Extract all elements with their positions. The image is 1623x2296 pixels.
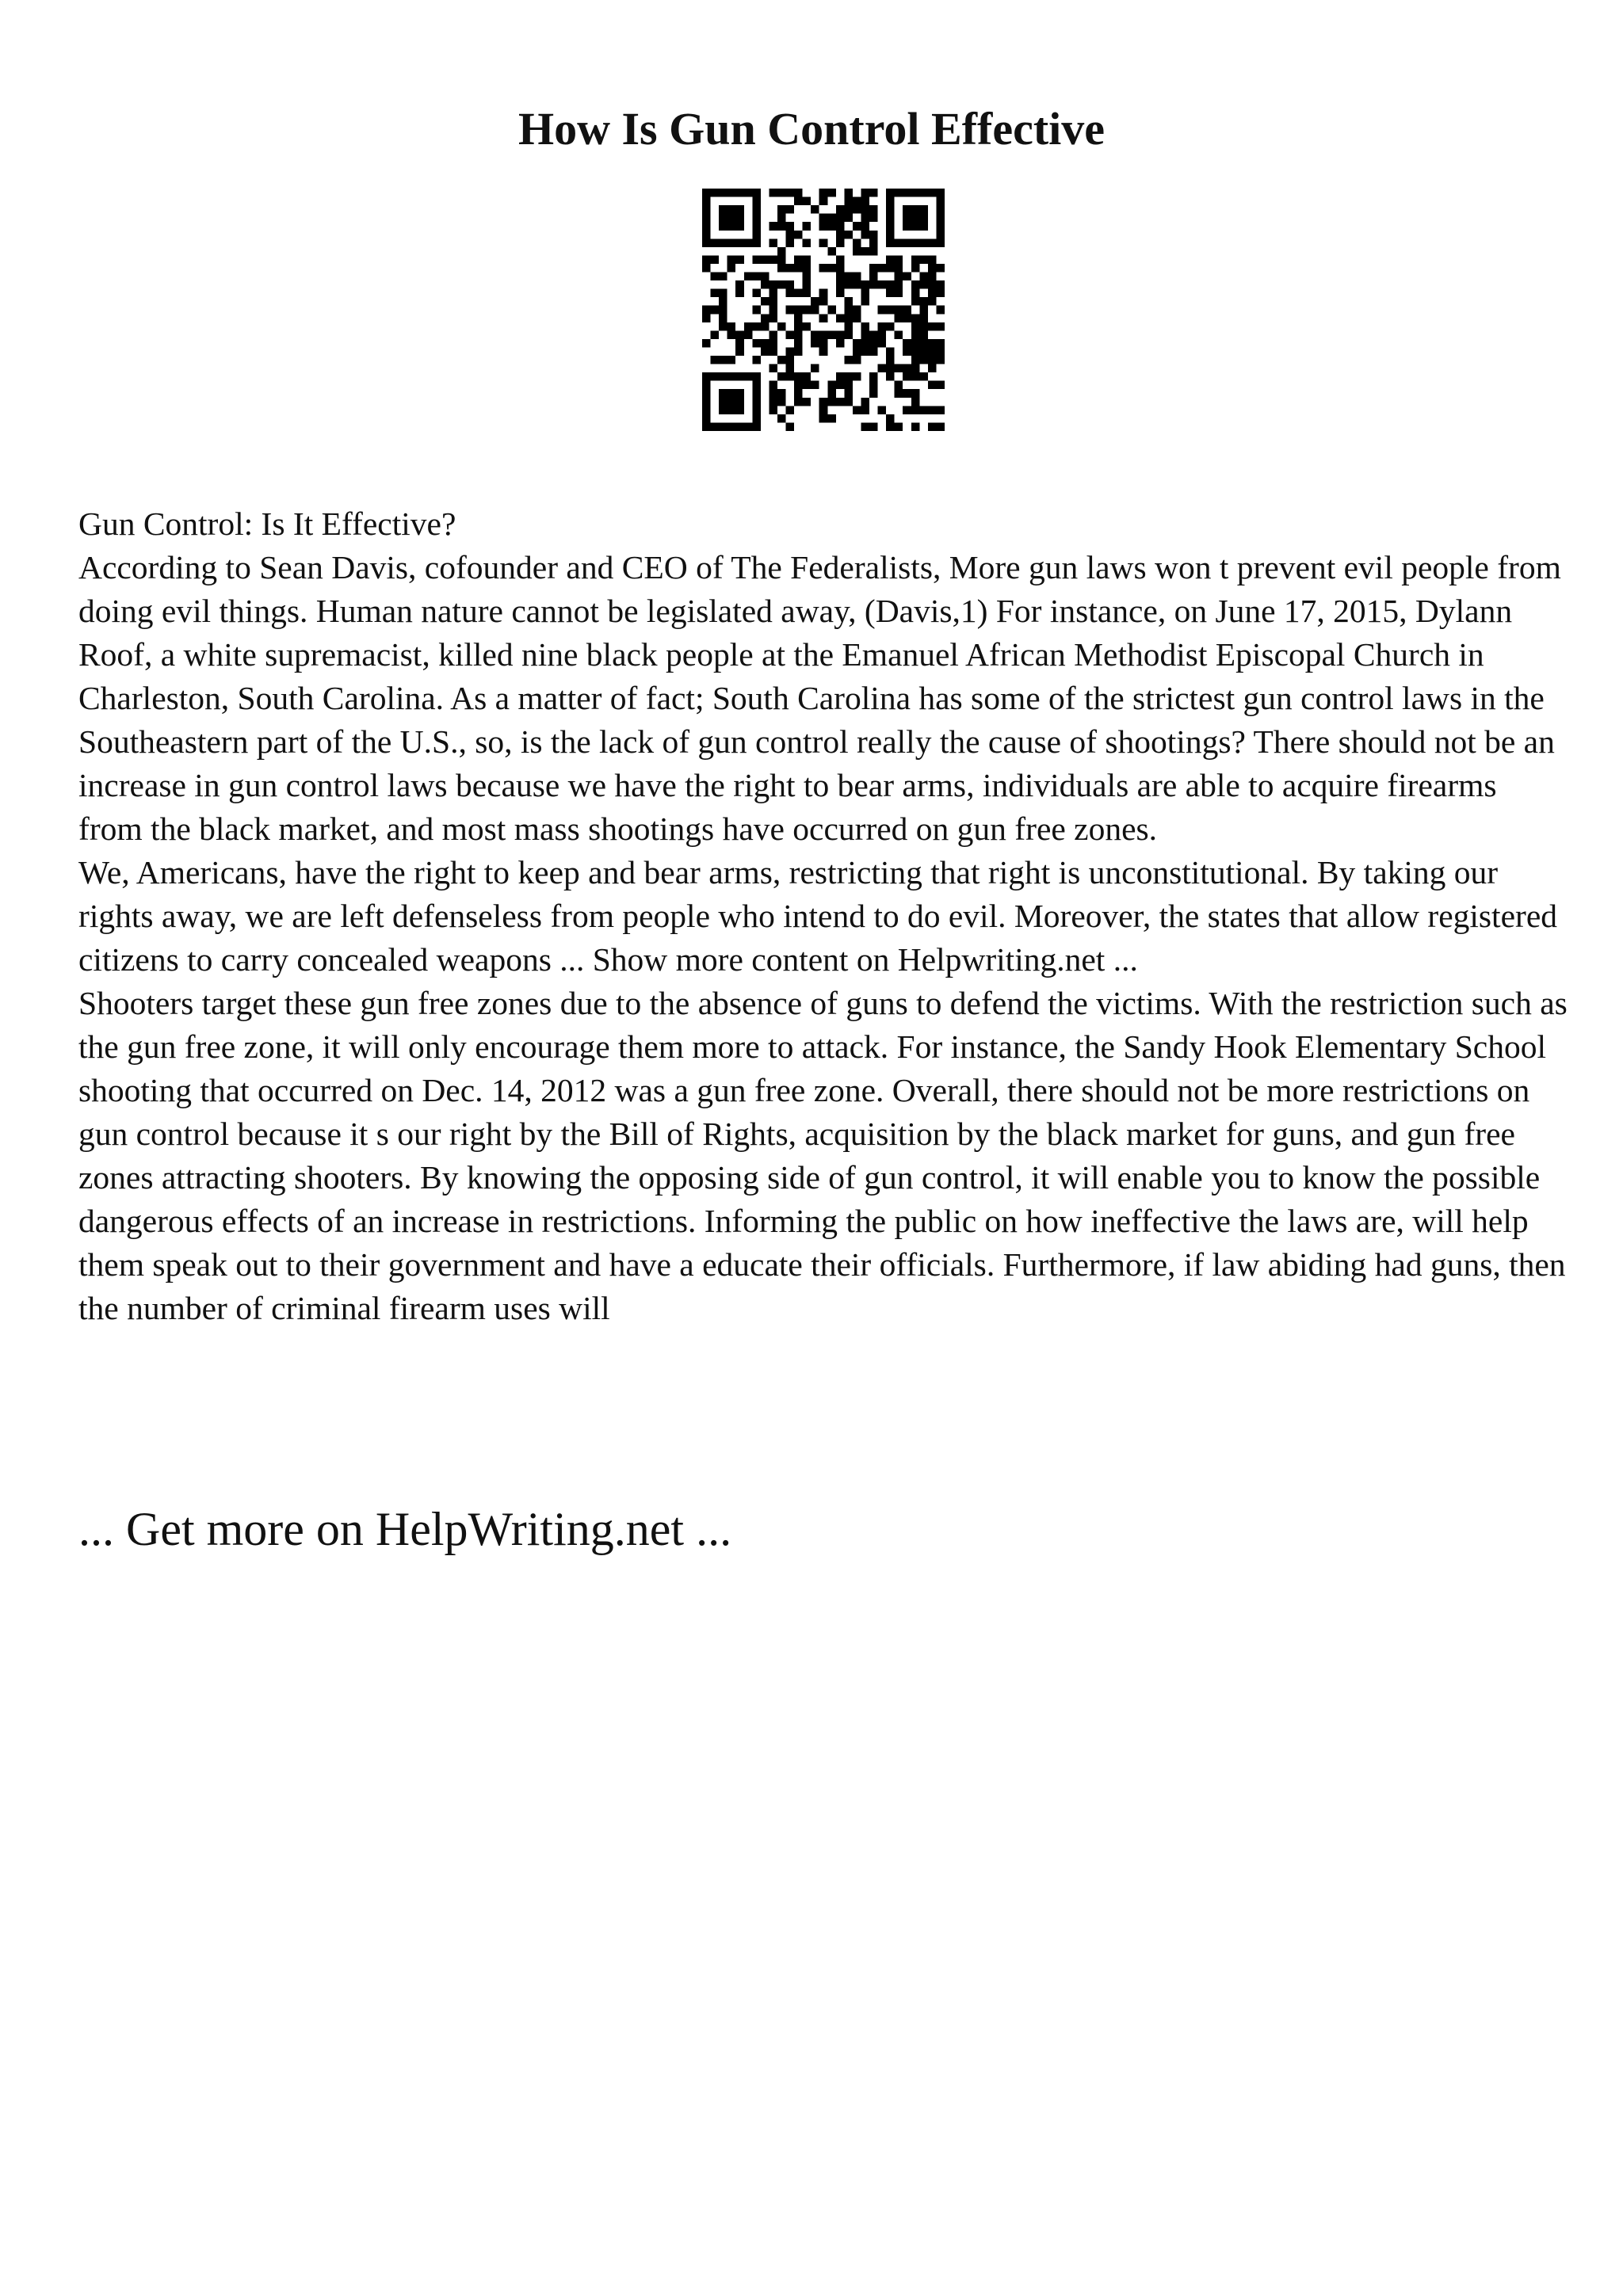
- qr-code-icon: [702, 189, 945, 431]
- get-more-link[interactable]: ... Get more on HelpWriting.net ...: [78, 1503, 732, 1555]
- article-paragraph: According to Sean Davis, cofounder and CEO of The Federalists, More gun laws won t prevent evil people from doing evil things. Human nature cannot be legislated away, (Davis,1) For instance, on June 17, 2015, Dylann Roof, a white supremacist, killed nine black people at the Emanuel African Methodist Episcopal Church in Charleston, South Carolina. As a matter of fact; South Carolina has some of the strictest gun control laws in the Southeastern part of the U.S., so, is the lack of gun control really the cause of shootings? There should not be an increase in gun control laws because we have the right to bear arms, individuals are able to acquire firearms from the black market, and most mass shootings have occurred on gun free zones.: [78, 549, 1561, 847]
- article-paragraph: Shooters target these gun free zones due to the absence of guns to defend the victims. With the restriction such as the gun free zone, it will only encourage them more to attack. For instance, the Sandy Hook Elementary School shooting that occurred on Dec. 14, 2012 was a gun free zone. Overall, there should not be more restrictions on gun control because it s our right by the Bill of Rights, acquisition by the black market for guns, and gun free zones attracting shooters. By knowing the opposing side of gun control, it will enable you to know the possible dangerous effects of an increase in restrictions. Informing the public on how ineffective the laws are, will help them speak out to their government and have a educate their officials. Furthermore, if law abiding had guns, then the number of criminal firearm uses will: [78, 985, 1568, 1326]
- page-title: How Is Gun Control Effective: [517, 103, 1105, 154]
- article-body: [78, 502, 1568, 1330]
- article-subtitle: Gun Control: Is It Effective?: [78, 505, 456, 542]
- article-paragraph: We, Americans, have the right to keep and bear arms, restricting that right is unconstitutional. By taking our rights away, we are left defenseless from people who intend to do evil. Moreover, the states that allow registered citizens to carry concealed weapons ... Show more content on Helpwriting.net ...: [78, 854, 1558, 978]
